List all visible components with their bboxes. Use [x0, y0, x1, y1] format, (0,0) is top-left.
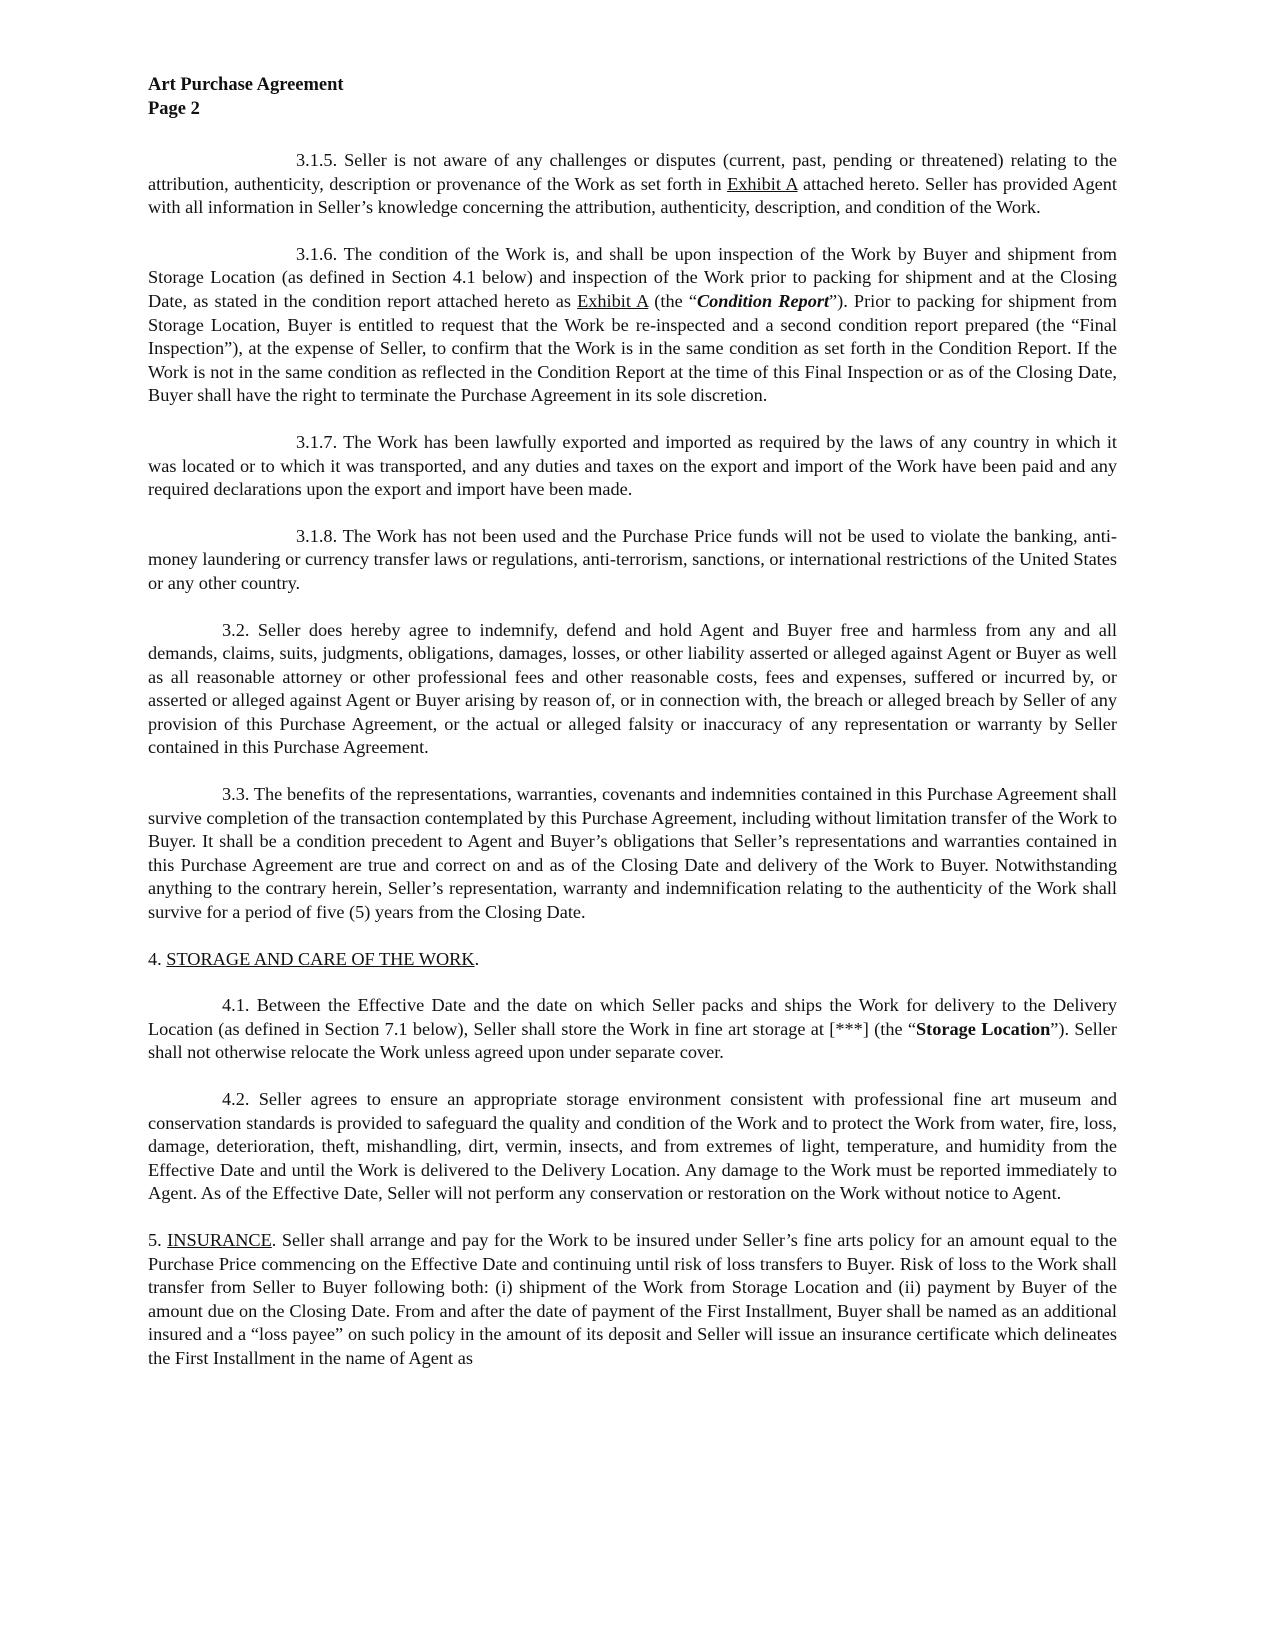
section-4-number: 4. — [148, 948, 167, 969]
section-3-1-5-text-a: 3.1.5. Seller is not aware of any challenges or disputes (current, past, pending or threatened) relating to the attribution, authenticity, description or provenance of the Work as set forth in — [148, 150, 1117, 194]
page-number: Page 2 — [148, 99, 200, 119]
section-3-1-5 — [148, 149, 1117, 220]
section-5-title: INSURANCE — [167, 1229, 272, 1250]
exhibit-a-reference: Exhibit A — [727, 173, 798, 194]
section-3-1-6-text-b: (the “ — [648, 290, 697, 311]
section-4-period: . — [474, 948, 480, 969]
section-3-2: 3.2. Seller does hereby agree to indemnify, defend and hold Agent and Buyer free and harmless from any and all demands, claims, suits, judgments, obligations, damages, losses, or other liability asserted or alleged against Agent or Buyer as well as all reasonable attorney or other professional fees and other reasonable costs, fees and expenses, suffered or incurred by, or asserted or alleged against Agent or Buyer arising by reason of, or in connection with, the breach or alleged breach by Seller of any provision of this Purchase Agreement, or the actual or alleged falsity or inaccuracy of any representation or warranty by Seller contained in this Purchase Agreement. — [148, 619, 1117, 758]
section-4-title: STORAGE AND CARE OF THE WORK — [166, 948, 475, 969]
section-5-number: 5. — [148, 1229, 168, 1250]
section-3-1-6 — [148, 243, 1117, 408]
document-title: Art Purchase Agreement — [148, 75, 344, 95]
section-3-1-6-text-c: ”). Prior to packing for shipment from Storage Location, Buyer is entitled to request that the Work be re-inspected and a second condition report prepared (the “Final Inspection”), at the expense of Seller, to confirm that the Work is in the same condition as set forth in the Condition Report. If the Work is not in the same condition as reflected in the Condition Report at the time of this Final Inspection or as of the Closing Date, Buyer shall have the right to terminate the Purchase Agreement in its sole discretion. — [148, 290, 1117, 406]
section-3-1-7: 3.1.7. The Work has been lawfully exported and imported as required by the laws of any country in which it was located or to which it was transported, and any duties and taxes on the export and import of the Work have been paid and any required declarations upon the export and import have been made. — [148, 431, 1117, 500]
section-3-1-8: 3.1.8. The Work has not been used and the Purchase Price funds will not be used to violate the banking, anti-money laundering or currency transfer laws or regulations, anti-terrorism, sanctions, or international restrictions of the United States or any other country. — [148, 525, 1117, 593]
condition-report-term: Condition Report — [696, 290, 830, 311]
section-4-1-text-b: ”). Seller shall not otherwise relocate the Work unless agreed upon under separate cover. — [148, 1018, 1118, 1063]
section-3-1-6-text-a: 3.1.6. The condition of the Work is, and shall be upon inspection of the Work by Buyer and shipment from Storage Location (as defined in Section 4.1 below) and inspection of the Work prior to packing for shipment and at the Closing Date, as stated in the condition report attached hereto as — [148, 243, 1117, 311]
section-3-3: 3.3. The benefits of the representations, warranties, covenants and indemnities contained in this Purchase Agreement shall survive completion of the transaction contemplated by this Purchase Agreement, including without limitation transfer of the Work to Buyer. It shall be a condition precedent to Agent and Buyer’s obligations that Seller’s representations and warranties contained in this Purchase Agreement are true and correct on and as of the Closing Date and delivery of the Work to Buyer. Notwithstanding anything to the contrary herein, Seller’s representation, warranty and indemnification relating to the authenticity of the Work shall survive for a period of five (5) years from the Closing Date. — [148, 784, 1117, 923]
section-4-heading — [148, 948, 1117, 972]
page-header — [148, 73, 1117, 121]
storage-location-term: Storage Location — [916, 1018, 1051, 1039]
section-4-1 — [148, 994, 1117, 1065]
section-4-2: 4.2. Seller agrees to ensure an appropriate storage environment consistent with professional fine art museum and conservation standards is provided to safeguard the quality and condition of the Work and to protect the Work from water, fire, loss, damage, deterioration, theft, mishandling, dirt, vermin, insects, and from extremes of light, temperature, and humidity from the Effective Date and until the Work is delivered to the Delivery Location. Any damage to the Work must be reported immediately to Agent. As of the Effective Date, Seller will not perform any conservation or restoration on the Work without notice to Agent. — [148, 1089, 1117, 1204]
section-5 — [148, 1229, 1117, 1371]
section-3-1-5-text-b: attached hereto. Seller has provided Agent with all information in Seller’s knowledge concerning the attribution, authenticity, description, and condition of the Work. — [148, 173, 1117, 218]
section-5-body: . Seller shall arrange and pay for the Work to be insured under Seller’s fine arts policy for an amount equal to the Purchase Price commencing on the Effective Date and continuing until risk of loss transfers to Buyer. Risk of loss to the Work shall transfer from Seller to Buyer following both: (i) shipment of the Work from Storage Location and (ii) payment by Buyer of the amount due on the Closing Date. From and after the date of payment of the First Installment, Buyer shall be named as an additional insured and a “loss payee” on such policy in the amount of its deposit and Seller will issue an insurance certificate which delineates the First Installment in the name of Agent as — [148, 1229, 1118, 1368]
section-4-1-text-a: 4.1. Between the Effective Date and the date on which Seller packs and ships the Work for delivery to the Delivery Location (as defined in Section 7.1 below), Seller shall store the Work in fine art storage at [***] (the “ — [148, 995, 1117, 1039]
exhibit-a-reference: Exhibit A — [577, 290, 649, 311]
